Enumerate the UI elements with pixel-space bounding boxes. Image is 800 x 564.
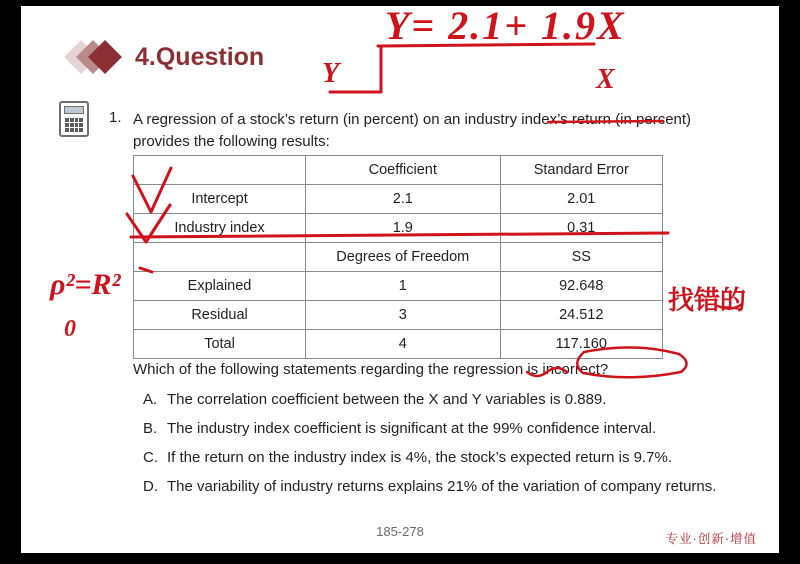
- choice-c[interactable]: [143, 447, 743, 469]
- table-header-coefficient: Coefficient: [306, 156, 500, 185]
- choice-b[interactable]: [143, 418, 743, 440]
- choice-c-text: If the return on the industry index is 4%, the stock’s expected return is 9.7%.: [167, 449, 672, 466]
- cell-explained-ss: 92.648: [500, 272, 663, 301]
- question-prompt: Which of the following statements regarding the regression is incorrect?: [133, 361, 609, 378]
- page-number: 185-278: [376, 524, 424, 539]
- row-label-industry-index: Industry index: [134, 214, 306, 243]
- cell-intercept-stderr: 2.01: [500, 185, 663, 214]
- annotation-label-x: X: [596, 64, 615, 95]
- table-row: [134, 272, 663, 301]
- table-row: [134, 185, 663, 214]
- choice-c-letter: C.: [143, 449, 158, 466]
- choice-b-letter: B.: [143, 420, 158, 437]
- table-row: [134, 301, 663, 330]
- calculator-screen-icon: [64, 106, 84, 114]
- choice-b-text: The industry index coefficient is significant at the 99% confidence interval.: [167, 420, 657, 437]
- row-label-total: Total: [134, 330, 306, 359]
- table-row: [134, 243, 663, 272]
- question-stem: A regression of a stock’s return (in percent) on an industry index’s return (in percent) provides the following results:: [133, 111, 692, 150]
- table-header-blank: [134, 156, 306, 185]
- cell-residual-ss: 24.512: [500, 301, 663, 330]
- table-header-standard-error: Standard Error: [500, 156, 663, 185]
- annotation-zero: 0: [64, 316, 76, 342]
- row-label-residual: Residual: [134, 301, 306, 330]
- choice-d[interactable]: [143, 476, 743, 498]
- calculator-keys-icon: [65, 118, 83, 132]
- table-row: [134, 156, 663, 185]
- row-label-explained: Explained: [134, 272, 306, 301]
- choice-a-letter: A.: [143, 391, 158, 408]
- choice-d-text: The variability of industry returns explains 21% of the variation of company returns.: [167, 478, 717, 495]
- diamond-decoration-icon: [69, 40, 127, 74]
- cell-total-df: 4: [306, 330, 500, 359]
- table-row: [134, 214, 663, 243]
- cell-explained-df: 1: [306, 272, 500, 301]
- calculator-icon: [59, 101, 89, 137]
- cell-intercept-coefficient: 2.1: [306, 185, 500, 214]
- annotation-label-y: Y: [322, 58, 340, 89]
- choice-d-letter: D.: [143, 478, 158, 495]
- brand-slogan: 专业·创新·增值: [665, 532, 757, 546]
- slide-page: [21, 6, 779, 553]
- annotation-r-squared: ρ²=R²: [50, 268, 121, 301]
- choice-a-text: The correlation coefficient between the X and Y variables is 0.889.: [167, 391, 607, 408]
- row-label-intercept: Intercept: [134, 185, 306, 214]
- choice-a[interactable]: [143, 389, 743, 411]
- question-number: 1.: [109, 109, 122, 126]
- table-row: [134, 330, 663, 359]
- cell-residual-df: 3: [306, 301, 500, 330]
- subheader-ss: SS: [500, 243, 663, 272]
- subheader-blank: [134, 243, 306, 272]
- annotation-equation: Y= 2.1+ 1.9X: [385, 3, 626, 48]
- cell-total-ss: 117.160: [500, 330, 663, 359]
- title-text: 4.Question: [135, 42, 265, 71]
- cell-industry-coefficient: 1.9: [306, 214, 500, 243]
- regression-results-table: [133, 155, 663, 359]
- cell-industry-stderr: 0.31: [500, 214, 663, 243]
- annotation-chinese-note: 找错的: [668, 286, 747, 316]
- subheader-degrees-of-freedom: Degrees of Freedom: [306, 243, 500, 272]
- page-title: [69, 40, 264, 74]
